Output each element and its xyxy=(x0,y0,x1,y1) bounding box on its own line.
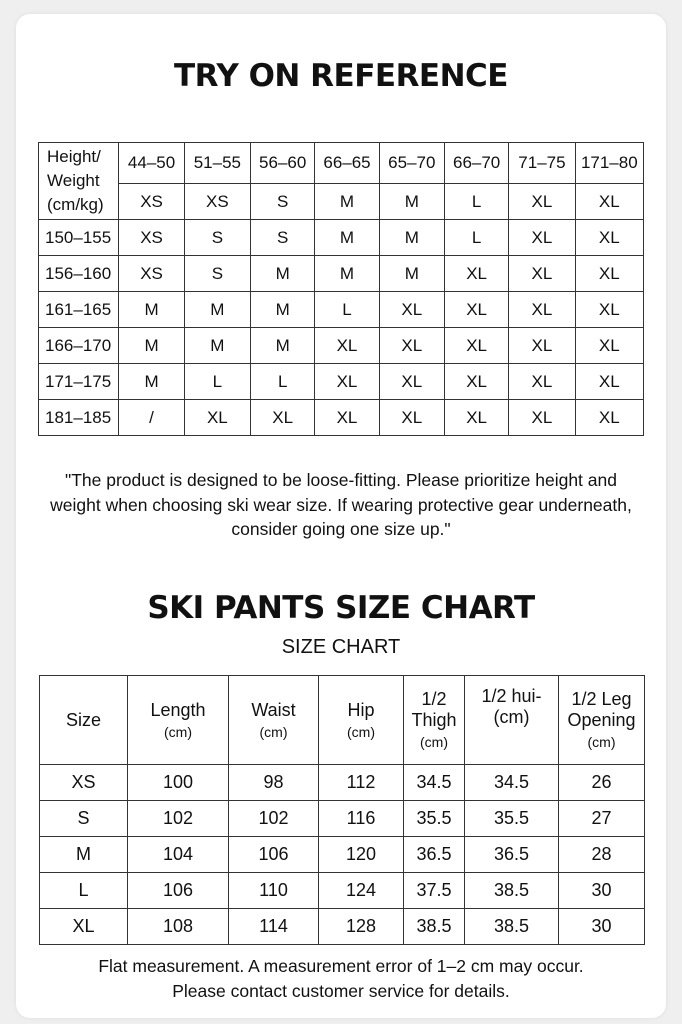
cell: 120 xyxy=(319,837,404,873)
header-label: Waist xyxy=(251,699,296,720)
size-cell: L xyxy=(444,184,508,220)
note-line: "The product is designed to be loose-fitting. Please prioritize height and xyxy=(65,470,617,490)
size-cell: XL xyxy=(575,256,643,292)
cell: 110 xyxy=(229,873,319,909)
size-cell: XL xyxy=(509,400,575,436)
cell: 30 xyxy=(559,909,645,945)
size-cell: M xyxy=(251,328,315,364)
cell: M xyxy=(40,837,128,873)
size-cell: S xyxy=(251,184,315,220)
header-row xyxy=(40,676,645,765)
column-header-hip xyxy=(319,676,404,765)
cell: 112 xyxy=(319,765,404,801)
size-cell: L xyxy=(315,292,379,328)
size-cell: M xyxy=(315,184,379,220)
table-row xyxy=(39,184,644,220)
height-cell: 171–175 xyxy=(39,364,119,400)
size-cell: XS xyxy=(184,184,250,220)
try-on-table xyxy=(38,142,644,436)
size-cell: XL xyxy=(444,328,508,364)
size-cell: M xyxy=(119,292,184,328)
size-chart-subtitle: SIZE CHART xyxy=(281,636,401,658)
table-row xyxy=(40,801,645,837)
weight-header: 71–75 xyxy=(509,143,575,184)
size-cell: M xyxy=(251,256,315,292)
size-cell: XS xyxy=(119,256,184,292)
cell: 98 xyxy=(229,765,319,801)
column-header-length xyxy=(128,676,229,765)
note-line: Please contact customer service for details. xyxy=(172,980,510,1001)
weight-header: 44–50 xyxy=(119,143,184,184)
size-cell: M xyxy=(379,256,444,292)
size-cell: XL xyxy=(575,364,643,400)
size-cell: XL xyxy=(509,256,575,292)
weight-header: 56–60 xyxy=(251,143,315,184)
height-cell: 166–170 xyxy=(39,328,119,364)
header-label: Thigh xyxy=(411,710,457,730)
cell: 30 xyxy=(559,873,645,909)
cell: S xyxy=(40,801,128,837)
size-cell: XS xyxy=(119,184,184,220)
size-cell: XL xyxy=(444,292,508,328)
size-cell: XL xyxy=(251,400,315,436)
weight-header: 65–70 xyxy=(379,143,444,184)
size-cell: M xyxy=(379,184,444,220)
size-cell: L xyxy=(251,364,315,400)
table-row xyxy=(39,328,644,364)
header-label: Opening xyxy=(567,710,636,730)
cell: 108 xyxy=(128,909,229,945)
cell: 116 xyxy=(319,801,404,837)
size-cell: XL xyxy=(509,220,575,256)
weight-header: 171–80 xyxy=(575,143,643,184)
corner-header-line: (cm/kg) xyxy=(47,195,104,214)
column-header-size xyxy=(40,676,128,765)
cell: XS xyxy=(40,765,128,801)
header-unit: (cm) xyxy=(259,723,288,740)
column-header-waist xyxy=(229,676,319,765)
cell: 124 xyxy=(319,873,404,909)
note-line: weight when choosing ski wear size. If wearing protective gear underneath, xyxy=(50,494,632,515)
size-cell: XS xyxy=(119,220,184,256)
size-cell: L xyxy=(444,220,508,256)
table-row xyxy=(39,292,644,328)
cell: 37.5 xyxy=(404,873,465,909)
size-cell: XL xyxy=(379,364,444,400)
header-unit: (cm) xyxy=(347,723,375,740)
size-cell: XL xyxy=(315,364,379,400)
size-cell: M xyxy=(184,292,250,328)
table-row xyxy=(40,765,645,801)
weight-header: 51–55 xyxy=(184,143,250,184)
header-label: Length xyxy=(150,699,206,720)
cell: 100 xyxy=(128,765,229,801)
cell: 106 xyxy=(128,873,229,909)
height-cell: 156–160 xyxy=(39,256,119,292)
header-unit: (cm) xyxy=(164,723,192,740)
size-cell: XL xyxy=(575,184,643,220)
cell: 35.5 xyxy=(465,801,559,837)
height-weight-header xyxy=(39,143,119,220)
cell: 34.5 xyxy=(465,765,559,801)
size-cell: XL xyxy=(379,292,444,328)
size-cell: XL xyxy=(575,220,643,256)
size-cell: XL xyxy=(444,256,508,292)
size-cell: M xyxy=(119,328,184,364)
header-label: Size xyxy=(65,709,101,730)
size-cell: XL xyxy=(509,328,575,364)
table-row xyxy=(40,909,645,945)
size-cell: S xyxy=(184,220,250,256)
cell: 34.5 xyxy=(404,765,465,801)
size-cell: M xyxy=(315,256,379,292)
cell: 38.5 xyxy=(465,873,559,909)
cell: 102 xyxy=(229,801,319,837)
header-label: 1/2 hui- xyxy=(481,686,542,706)
header-label: (cm) xyxy=(493,707,530,727)
weight-header: 66–65 xyxy=(315,143,379,184)
size-cell: XL xyxy=(184,400,250,436)
cell: 36.5 xyxy=(465,837,559,873)
cell: 38.5 xyxy=(404,909,465,945)
cell: 28 xyxy=(559,837,645,873)
table-row xyxy=(40,873,645,909)
size-cell: XL xyxy=(379,400,444,436)
size-cell: S xyxy=(184,256,250,292)
size-cell: XL xyxy=(575,328,643,364)
cell: 36.5 xyxy=(404,837,465,873)
size-cell: M xyxy=(379,220,444,256)
cell: XL xyxy=(40,909,128,945)
size-cell: XL xyxy=(509,184,575,220)
header-unit: (cm) xyxy=(420,734,448,750)
table-row xyxy=(40,837,645,873)
size-cell: XL xyxy=(575,292,643,328)
size-cell: M xyxy=(184,328,250,364)
corner-header-line: Weight xyxy=(47,171,100,190)
size-cell: M xyxy=(119,364,184,400)
header-label: 1/2 Leg xyxy=(571,689,632,709)
cell: 128 xyxy=(319,909,404,945)
size-cell: S xyxy=(251,220,315,256)
cell: 106 xyxy=(229,837,319,873)
header-label: 1/2 xyxy=(421,689,447,709)
size-cell: XL xyxy=(509,292,575,328)
size-cell: / xyxy=(119,400,184,436)
corner-header-line: Height/ xyxy=(47,147,101,166)
column-header-leg-opening xyxy=(559,676,645,765)
height-cell: 181–185 xyxy=(39,400,119,436)
size-guide-card xyxy=(16,14,666,1018)
height-cell: 161–165 xyxy=(39,292,119,328)
header-unit: (cm) xyxy=(587,734,616,750)
fit-note xyxy=(38,468,644,542)
cell: 102 xyxy=(128,801,229,837)
table-row xyxy=(39,364,644,400)
size-cell: XL xyxy=(444,400,508,436)
cell: 38.5 xyxy=(465,909,559,945)
cell: L xyxy=(40,873,128,909)
measurement-note xyxy=(38,954,644,1003)
size-cell: XL xyxy=(315,328,379,364)
note-line: consider going one size up." xyxy=(231,519,451,539)
cell: 26 xyxy=(559,765,645,801)
column-header-hui xyxy=(465,676,559,765)
height-cell: 150–155 xyxy=(39,220,119,256)
column-header-thigh xyxy=(404,676,465,765)
try-on-title: TRY ON REFERENCE xyxy=(174,58,508,94)
header-label: Hip xyxy=(347,699,375,720)
size-cell: XL xyxy=(444,364,508,400)
cell: 35.5 xyxy=(404,801,465,837)
size-cell: XL xyxy=(575,400,643,436)
ski-pants-title: SKI PANTS SIZE CHART xyxy=(147,590,535,626)
note-line: Flat measurement. A measurement error of 1–2 cm may occur. xyxy=(98,956,584,976)
size-cell: XL xyxy=(315,400,379,436)
size-cell: XL xyxy=(379,328,444,364)
cell: 104 xyxy=(128,837,229,873)
weight-header: 66–70 xyxy=(444,143,508,184)
size-cell: XL xyxy=(509,364,575,400)
table-row xyxy=(39,220,644,256)
table-row xyxy=(39,256,644,292)
cell: 27 xyxy=(559,801,645,837)
size-cell: M xyxy=(251,292,315,328)
table-row xyxy=(39,400,644,436)
cell: 114 xyxy=(229,909,319,945)
size-cell: M xyxy=(315,220,379,256)
size-cell: L xyxy=(184,364,250,400)
ski-pants-table xyxy=(39,675,645,945)
